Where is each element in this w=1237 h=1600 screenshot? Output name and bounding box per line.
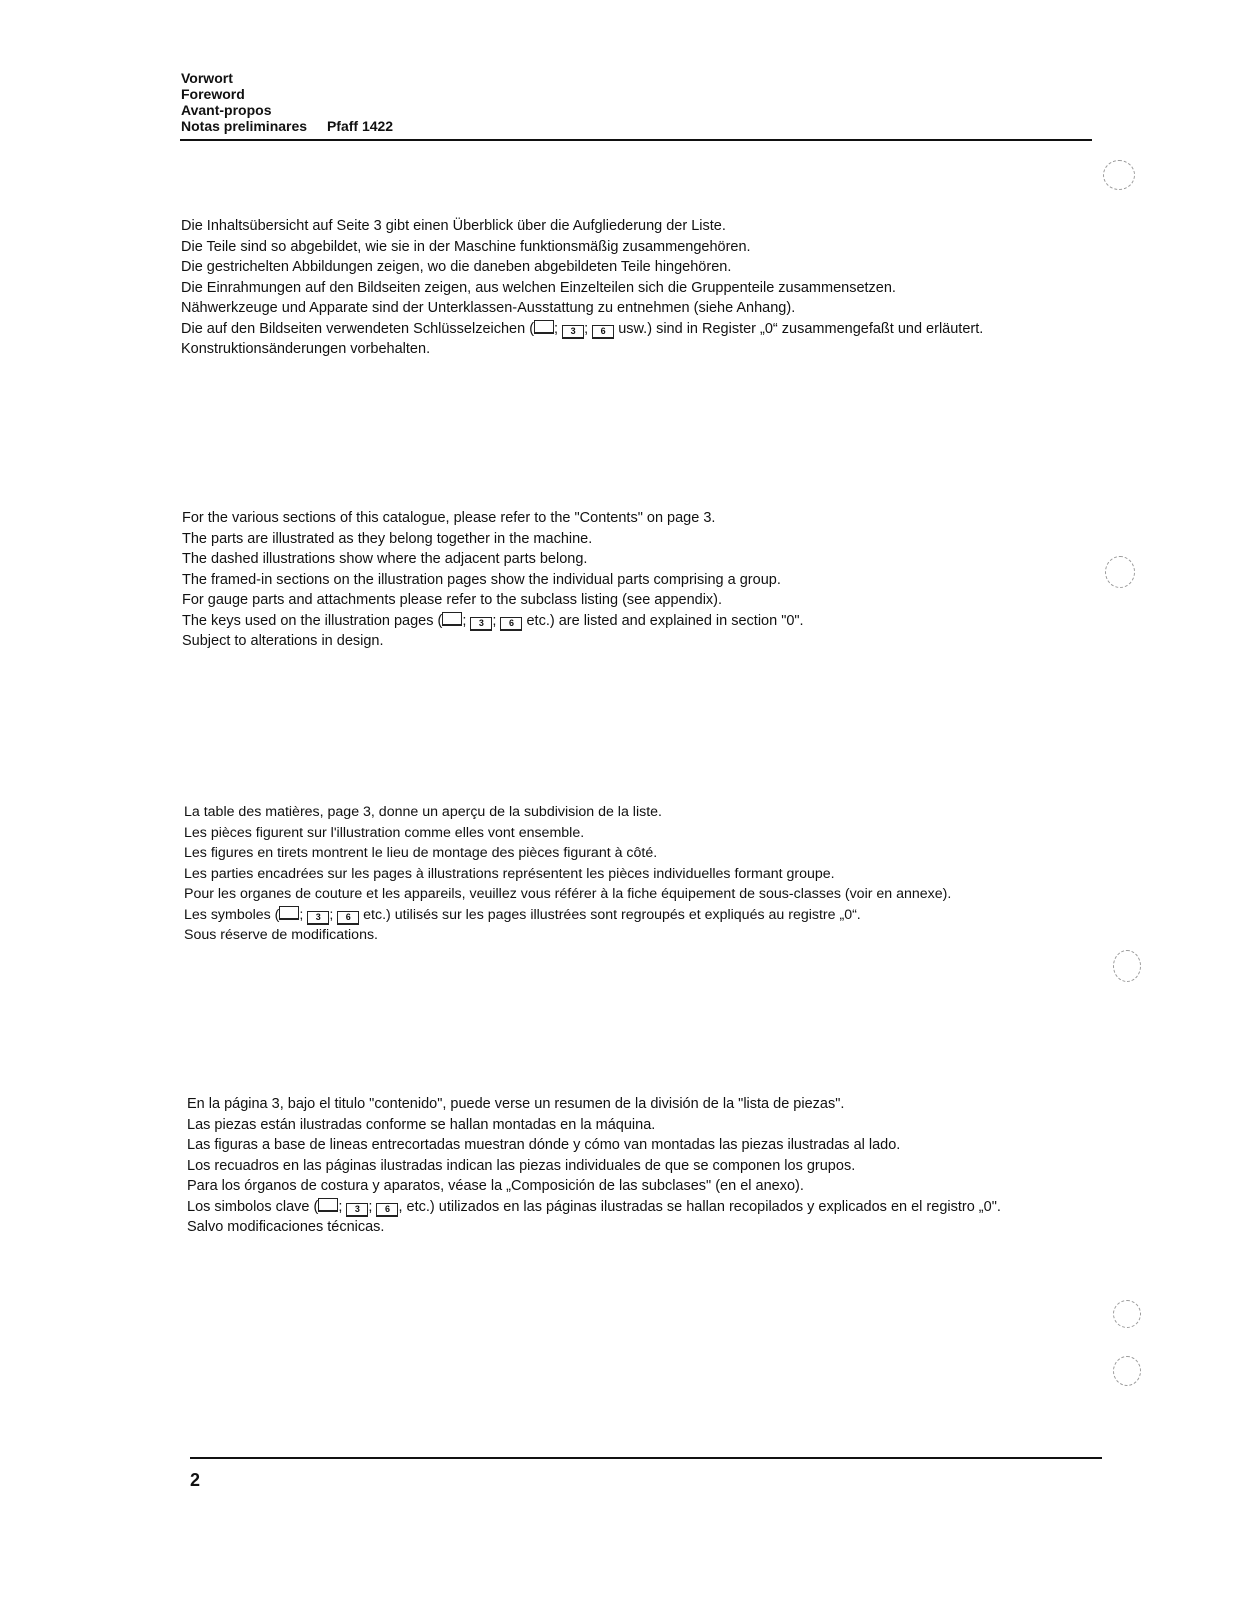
text-line: Les parties encadrées sur les pages à illustrations représentent les pièces individuelles formant groupe. [184, 865, 835, 882]
title-es: Notas preliminares [181, 118, 308, 134]
text-line: En la página 3, bajo el titulo "contenido", puede verse un resumen de la división de la "lista de piezas". [187, 1096, 845, 1112]
punch-hole-mark [1103, 160, 1135, 190]
text-line: Para los órganos de costura y aparatos, véase la „Composición de las subclases" (en el anexo). [187, 1178, 804, 1194]
section-english [182, 508, 1062, 652]
section-french [184, 802, 1084, 946]
text-line: The parts are illustrated as they belong together in the machine. [182, 530, 593, 547]
text-line: For the various sections of this catalogue, please refer to the "Contents" on page 3. [182, 510, 716, 526]
text-line: Subject to alterations in design. [182, 633, 384, 649]
text-line: Los recuadros en las páginas ilustradas indican las piezas individuales de que se componen los grupos. [187, 1157, 856, 1174]
key-symbol-6-icon: 6 [592, 325, 614, 339]
text-line: Las piezas están ilustradas conforme se hallan montadas en la máquina. [187, 1116, 656, 1133]
text-line: Les figures en tirets montrent le lieu de montage des pièces figurant à côté. [184, 845, 658, 861]
text-line: Die Teile sind so abgebildet, wie sie in der Maschine funktionsmäßig zusammengehören. [181, 238, 751, 255]
punch-hole-mark [1105, 556, 1135, 588]
section-spanish [187, 1094, 1067, 1238]
key-symbol-3-icon: 3 [470, 617, 492, 631]
model-name: Pfaff 1422 [326, 118, 394, 134]
text-line: La table des matières, page 3, donne un aperçu de la subdivision de la liste. [184, 804, 662, 820]
text-line: The dashed illustrations show where the adjacent parts belong. [182, 551, 588, 567]
text-line: Pour les organes de couture et les appareils, veuillez vous référer à la fiche équipement de sous-classes (voir en annexe). [184, 886, 952, 902]
text-line: Sous réserve de modifications. [184, 927, 378, 943]
key-symbol-frame-icon [279, 906, 299, 920]
page-number: 2 [190, 1470, 201, 1490]
key-symbol-3-icon: 3 [307, 911, 329, 925]
key-symbol-6-icon: 6 [376, 1203, 398, 1217]
key-symbol-6-icon: 6 [500, 617, 522, 631]
footer-rule [190, 1457, 1102, 1459]
key-symbol-frame-icon [534, 320, 554, 334]
section-german [181, 216, 1061, 360]
punch-hole-mark [1113, 1300, 1141, 1328]
text-line: Die Einrahmungen auf den Bildseiten zeigen, aus welchen Einzelteilen sich die Gruppenteile zusammensetzen. [181, 279, 896, 296]
title-fr: Avant-propos [181, 102, 272, 118]
text-line: Nähwerkzeuge und Apparate sind der Unterklassen-Ausstattung zu entnehmen (siehe Anhang). [181, 300, 796, 316]
page-header [181, 70, 1081, 134]
text-line: Salvo modificaciones técnicas. [187, 1219, 385, 1235]
key-symbol-6-icon: 6 [337, 911, 359, 925]
key-symbol-frame-icon [442, 612, 462, 626]
text-line: Las figuras a base de lineas entrecortadas muestran dónde y cómo van montadas las piezas ilustradas al lado. [187, 1137, 901, 1153]
text-line: Die Inhaltsübersicht auf Seite 3 gibt einen Überblick über die Aufgliederung der Liste. [181, 218, 726, 234]
key-symbol-frame-icon [318, 1198, 338, 1212]
title-en: Foreword [181, 86, 245, 102]
text-line: Konstruktionsänderungen vorbehalten. [181, 341, 431, 357]
keys-line: Die auf den Bildseiten verwendeten Schlüsselzeichen ( ; 3 ; 6 usw.) sind in Register „0“ zusammengefaßt und erläutert. [181, 320, 984, 337]
key-symbol-3-icon: 3 [562, 325, 584, 339]
text-line: For gauge parts and attachments please refer to the subclass listing (see appendix). [182, 592, 723, 608]
punch-hole-mark [1113, 1356, 1141, 1386]
text-line: Les pièces figurent sur l'illustration comme elles vont ensemble. [184, 824, 585, 841]
title-de: Vorwort [181, 70, 233, 86]
text-line: Die gestrichelten Abbildungen zeigen, wo die daneben abgebildeten Teile hingehören. [181, 259, 732, 275]
header-rule [180, 139, 1092, 141]
title-es-row [181, 118, 1081, 134]
punch-hole-mark [1113, 950, 1141, 982]
keys-line: Les symboles ( ; 3 ; 6 etc.) utilisés sur les pages illustrées sont regroupés et expliqués au registre „0“. [184, 906, 861, 923]
key-symbol-3-icon: 3 [346, 1203, 368, 1217]
text-line: The framed-in sections on the illustration pages show the individual parts comprising a group. [182, 571, 781, 588]
keys-line: The keys used on the illustration pages ( ; 3 ; 6 etc.) are listed and explained in section "0". [182, 612, 804, 629]
keys-line: Los simbolos clave ( ; 3 ; 6 , etc.) utilizados en las páginas ilustradas se hallan recopilados y explicados en el registro „0". [187, 1198, 1001, 1215]
